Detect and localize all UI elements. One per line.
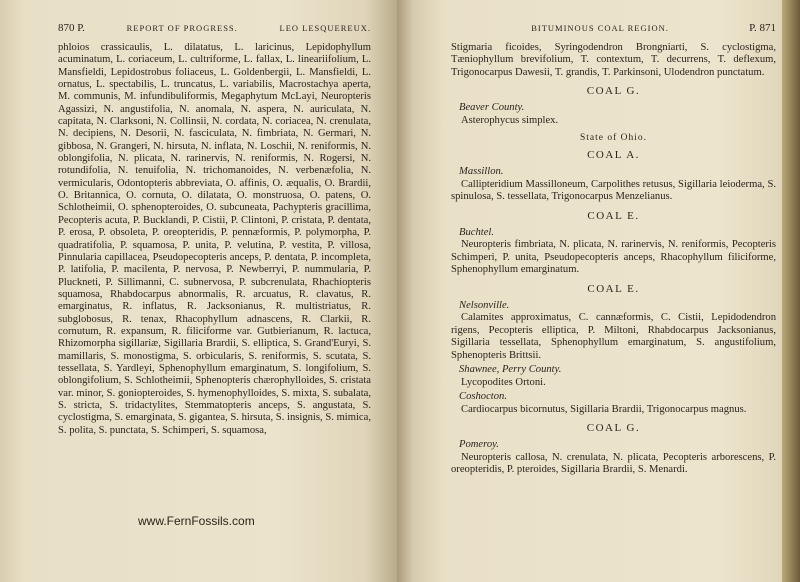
species-entry: Callipteridium Massilloneum, Carpolithes retusus, Sigillaria leioderma, S. spinulosa, S. tessellata, Trigonocarpus Menzelianus.	[451, 178, 776, 203]
page-edge	[782, 0, 800, 582]
left-page-header	[58, 22, 371, 34]
species-entry: Neuropteris fimbriata, N. plicata, N. rarinervis, N. reniformis, Pecopteris Schimperi, P. unita, Pseudopecopteris anceps, Rhacophyllum filiciforme, Sphenophyllum emarginatum.	[451, 239, 776, 276]
right-page-header	[451, 22, 776, 34]
location-heading: Pomeroy.	[459, 439, 499, 451]
coal-heading: COAL A.	[587, 149, 640, 162]
state-heading: State of Ohio.	[579, 133, 648, 144]
location-heading: Massillon.	[459, 166, 504, 178]
species-entry: Neuropteris callosa, N. crenulata, N. plicata, Pecopteris arborescens, P. oreopteridis, P. pteroides, Sigillaria Brardii, S. Menardi.	[451, 451, 776, 476]
page-number: 870 P.	[58, 22, 85, 34]
coal-heading: COAL G.	[586, 422, 641, 435]
location-heading: Buchtel.	[459, 226, 495, 238]
left-page	[0, 0, 397, 582]
species-entry: Cardiocarpus bicornutus, Sigillaria Brardii, Trigonocarpus magnus.	[461, 403, 747, 415]
watermark-link: www.FernFossils.com	[138, 514, 255, 528]
running-title: BITUMINOUS COAL REGION.	[531, 23, 669, 33]
coal-heading: COAL E.	[587, 209, 640, 222]
right-page	[397, 0, 800, 582]
author-name: LEO LESQUEREUX.	[279, 23, 371, 33]
species-entry: Calamites approximatus, C. cannæformis, C. Cistii, Lepidodendron rigens, Pecopteris elliptica, P. Miltoni, Rhabdocarpus Jacksonianus, Sigillaria tessellata, Sphenophyllum emarginatum, S. angustifolium, Sphenopteris Brittsii.	[451, 312, 776, 361]
species-entry: Lycopodites Ortoni.	[461, 376, 546, 388]
coal-heading: COAL E.	[587, 282, 640, 295]
location-heading: Nelsonville.	[459, 299, 510, 311]
page-number: P. 871	[749, 22, 776, 34]
location-heading: Beaver County.	[459, 102, 525, 114]
intro-paragraph: Stigmaria ficoides, Syringodendron Brongniarti, S. cyclostigma, Tæniophyllum brevifolium, T. contextum, T. decurrens, T. deflexum, Trigonocarpus Dawesii, T. grandis, T. Parkinsoni, Ulodendron punctatum.	[451, 42, 776, 78]
location-heading: Coshocton.	[459, 391, 507, 403]
location-heading: Shawnee, Perry County.	[459, 364, 562, 376]
running-title: REPORT OF PROGRESS.	[126, 23, 238, 33]
species-entry: Asterophycus simplex.	[461, 114, 559, 126]
coal-heading: COAL G.	[586, 85, 641, 98]
species-list-text: phloios crassicaulis, L. dilatatus, L. laricinus, Lepidophyllum acuminatum, L. coriaceum, L. cultriforme, L. fallax, L. lineariifolium, L. Mansfieldi, Lepidostrobus foliaceus, L. Goldenbergii, L. Mansfieldi, L. ornatus, L. spectabilis, L. truncatus, L. variabilis, Macrostachya aperta, M. communis, M. infundibuliformis, Megaphytum McLayi, Neuropteris Agassizi, N. angustifolia, N. anomala, N. aspera, N. auriculata, N. capitata, N. Clarksoni, N. Collinsii, N. cordata, N. coriacea, N. crenulata, N. decipiens, N. Desorii, N. fasciculata, N. fimbriata, N. Germari, N. gibbosa, N. Grangeri, N. hirsuta, N. inflata, N. Loschii, N. reniformis, N. oblongifolia, N. plicata, N. rarinervis, N. reniformis, N. Rogersi, N. rotundifolia, N. tenuifolia, N. trichomanoides, N. verbenæfolia, N. vermicularis, Odontopteris abbreviata, O. affinis, O. æqualis, O. Brardii, O. Britannica, O. cornuta, O. dilatata, O. monstruosa, O. patens, O. Schlotheimii, O. sphenopteroides, O. subcuneata, Pachypteris gracillima, Pecopteris acuta, P. Bucklandi, P. Cistii, P. Clintoni, P. cristata, P. dentata, P. erosa, P. obsoleta, P. oreopteridis, P. pennæformis, P. polymorpha, P. quadratifolia, P. squamosa, P. unita, P. velutina, P. vestita, P. villosa, Pinnularia capillacea, Pseudopecopteris anceps, P. dentata, P. incompleta, P. latifolia, P. macilenta, P. nervosa, P. Newberryi, P. nummularia, P. Pluckneti, P. Sillimanni, C. subnervosa, P. subcrenulata, Rhachiopteris squamosa, Rhabdocarpus abnormalis, R. arcuatus, R. clavatus, R. emarginatus, R. inflatus, R. Jacksonianus, R. multistriatus, R. subglobosus, R. tenax, Rhacophyllum adnascens, R. Clarkii, R. cornutum, R. expansum, R. filiciforme var. Gutbierianum, R. lactuca, Rhizomorpha sigillariæ, Sigillaria Brardii, S. elliptica, S. Grand'Euryi, S. mamillaris, S. monostigma, S. orbicularis, S. reniformis, S. scutata, S. tessellata, S. Yardleyi, Sphenophyllum emarginatum, S. longifolium, S. oblongifolium, S. Schlotheimii, Sphenopteris chærophylloides, S. cristata var. minor, S. goniopteroides, S. hymenophylloides, S. mixta, S. subalata, S. stricta, S. tridactylites, Stemmatopteris anceps, S. angustata, S. cyclostigma, S. emarginata, S. gigantea, S. hirsuta, S. insignis, S. mimica, S. polita, S. punctata, S. Schimperi, S. squamosa,	[58, 42, 371, 436]
